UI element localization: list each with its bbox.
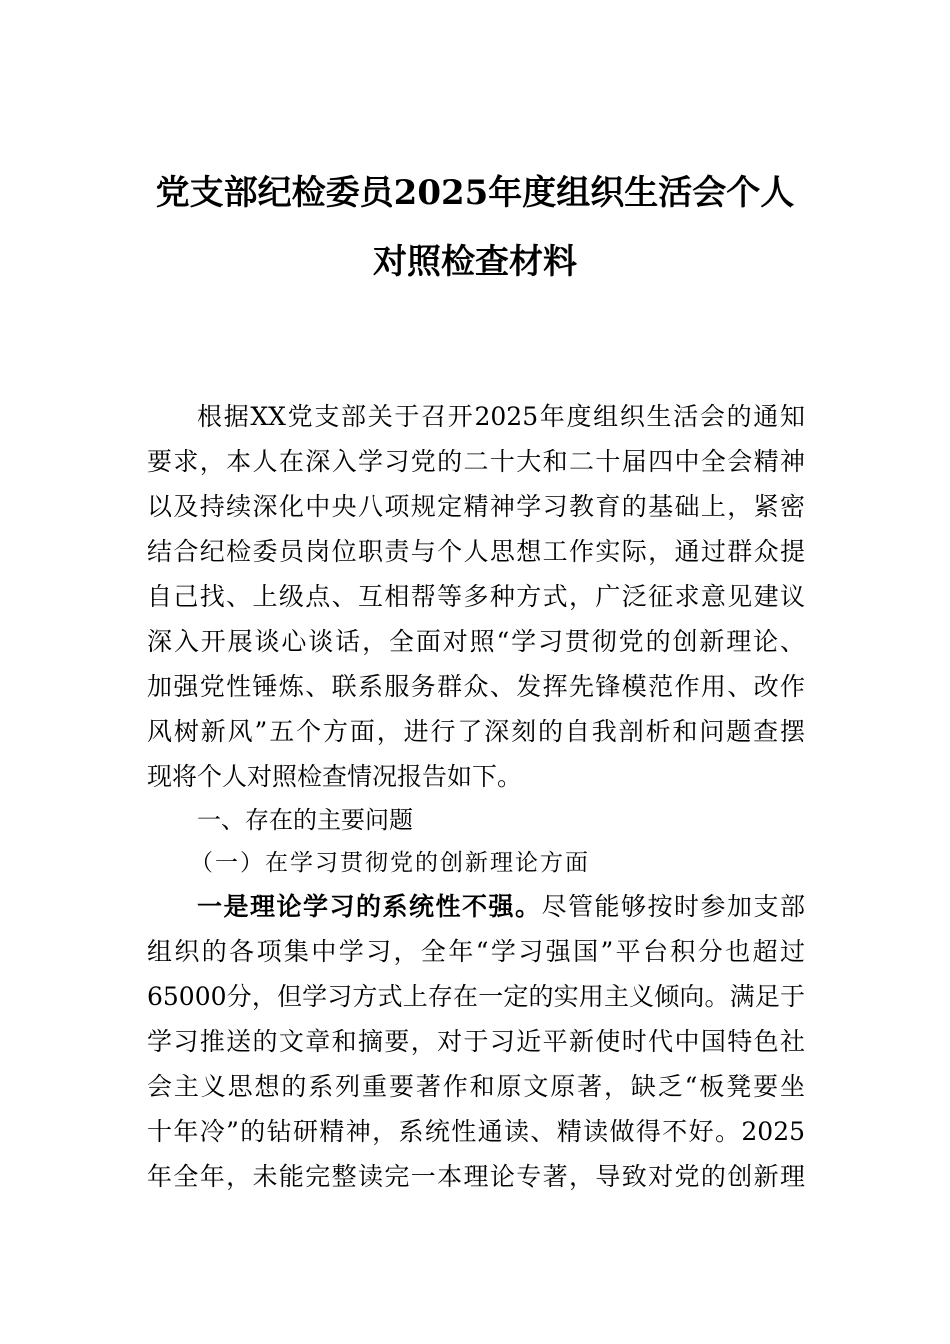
- intro-line: 根据XX党支部关于召开2025年度组织生活会的通知: [197, 402, 805, 431]
- document-title-line-1: 党支部纪检委员2025年度组织生活会个人: [155, 173, 795, 213]
- point-one-line: 会主义思想的系列重要著作和原文原著，缺乏“板凳要坐: [147, 1072, 805, 1101]
- intro-line: 深入开展谈心谈话，全面对照“学习贯彻党的创新理论、: [147, 627, 805, 656]
- subsection-heading: （一）在学习贯彻党的创新理论方面: [190, 850, 590, 876]
- point-one-line: 65000分，但学习方式上存在一定的实用主义倾向。满足于: [147, 982, 805, 1011]
- intro-line: 自己找、上级点、互相帮等多种方式，广泛征求意见建议: [147, 582, 805, 611]
- intro-line: 以及持续深化中央八项规定精神学习教育的基础上，紧密: [147, 492, 805, 521]
- point-one-line: 组织的各项集中学习，全年“学习强国”平台积分也超过: [147, 937, 805, 966]
- intro-line: 结合纪检委员岗位职责与个人思想工作实际，通过群众提: [147, 537, 805, 566]
- intro-line: 现将个人对照检查情况报告如下。: [147, 762, 523, 791]
- point-one-lead: 一是理论学习的系统性不强。: [197, 892, 542, 921]
- point-one-first-line: [197, 890, 805, 924]
- point-one-line: 年全年，未能完整读完一本理论专著，导致对党的创新理: [147, 1162, 805, 1191]
- point-one-line: 十年冷”的钻研精神，系统性通读、精读做得不好。2025: [147, 1117, 805, 1146]
- section-heading: 一、存在的主要问题: [197, 806, 413, 834]
- intro-line: 风树新风”五个方面，进行了深刻的自我剖析和问题查摆: [147, 717, 805, 746]
- point-one-first-line-rest: 尽管能够按时参加支部: [541, 892, 805, 921]
- point-one-line: 学习推送的文章和摘要，对于习近平新使时代中国特色社: [147, 1027, 805, 1056]
- intro-line: 要求，本人在深入学习党的二十大和二十届四中全会精神: [147, 447, 805, 476]
- intro-line: 加强党性锤炼、联系服务群众、发挥先锋模范作用、改作: [147, 672, 805, 701]
- document-title-line-2: 对照检查材料: [373, 242, 577, 282]
